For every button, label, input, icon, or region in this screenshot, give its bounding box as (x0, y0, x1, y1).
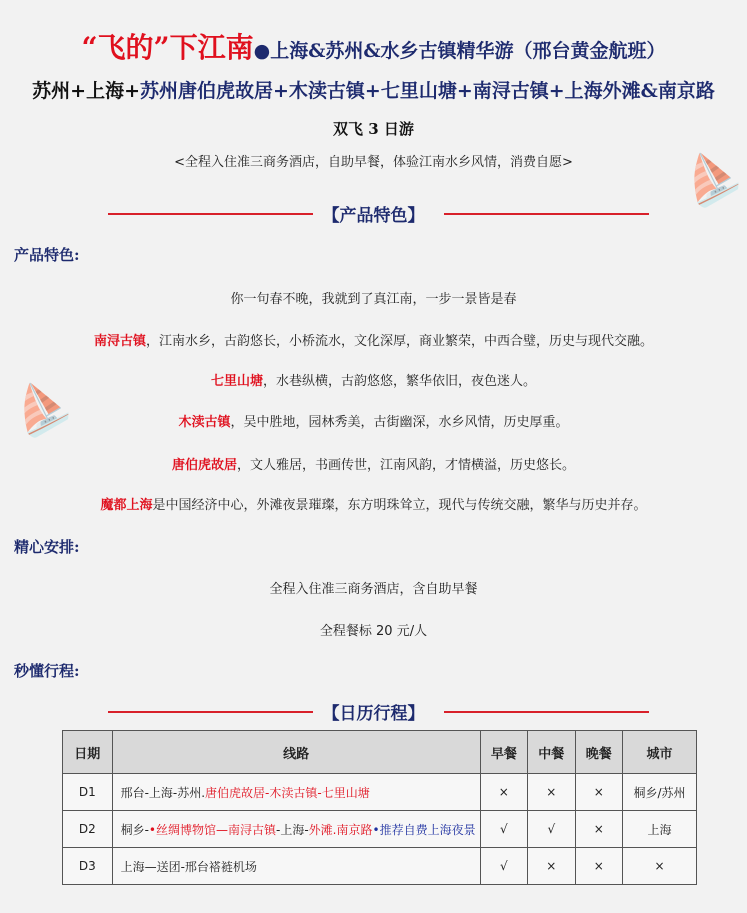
col-city: 城市 (622, 731, 696, 774)
features-heading: 产品特色: (14, 246, 80, 264)
feature-item: 木渎古镇，吴中胜地，园林秀美，古街幽深，水乡风情，历史厚重。 (178, 415, 569, 430)
col-lunch: 中餐 (528, 731, 575, 774)
subtitle-spots: 苏州唐伯虎故居+木渎古镇+七里山塘+南浔古镇+上海外滩&南京路 (140, 80, 715, 102)
feature-item: 魔都上海是中国经济中心，外滩夜景璀璨，东方明珠耸立，现代与传统交融，繁华与历史并存。 (100, 498, 647, 513)
arrange-meal: 全程餐标 20 元/人 (319, 624, 428, 639)
feature-item: 南浔古镇，江南水乡，古韵悠长，小桥流水，文化深厚，商业繁荣，中西合璧，历史与现代交融。 (93, 334, 654, 349)
feature-item: 七里山塘，水巷纵横，古韵悠悠，繁华依旧，夜色迷人。 (210, 374, 537, 389)
feature-item: 唐伯虎故居，文人雅居，书画传世，江南风韵，才情横溢，历史悠长。 (171, 458, 576, 473)
table-header-row (63, 731, 697, 774)
watermark-left: ⛵ (0, 369, 77, 445)
col-route: 线路 (112, 731, 480, 774)
section-label: 【产品特色】 (322, 206, 425, 226)
col-breakfast: 早餐 (480, 731, 527, 774)
table-row: D3 上海—送团-邢台褡裢机场 √ × × × (63, 848, 697, 885)
divider-right (444, 711, 649, 713)
features-intro: 你一句春不晚，我就到了真江南，一步一景皆是春 (230, 292, 517, 307)
arrange-heading: 精心安排: (14, 538, 80, 556)
section-label: 【日历行程】 (322, 704, 425, 724)
table-row: D1 邢台-上海-苏州.唐伯虎故居-木渎古镇-七里山塘 × × × 桐乡/苏州 (63, 774, 697, 811)
subtitle-cities: 苏州+上海+ (32, 80, 140, 102)
itinerary-table (62, 730, 697, 885)
watermark-right: ⛵ (670, 139, 747, 215)
route-subtitle (0, 76, 747, 103)
col-date: 日期 (63, 731, 113, 774)
trip-note: <全程入住准三商务酒店，自助早餐，体验江南水乡风情，消费自愿> (174, 155, 573, 170)
trip-days: 双飞 3 日游 (333, 120, 414, 138)
page-title (0, 26, 747, 66)
arrange-hotel: 全程入住准三商务酒店，含自助早餐 (269, 582, 478, 597)
col-dinner: 晚餐 (575, 731, 622, 774)
title-main: “飞的”下江南 (81, 31, 254, 64)
table-row: D2 桐乡-•丝绸博物馆—南浔古镇-上海-外滩.南京路•推荐自费上海夜景 √ √ × 上海 (63, 811, 697, 848)
divider-right (444, 213, 649, 215)
itinerary-heading: 秒懂行程: (14, 662, 80, 680)
title-rest: ●上海&苏州&水乡古镇精华游（邢台黄金航班） (253, 40, 666, 62)
section-header-features (0, 199, 747, 229)
section-header-calendar (0, 697, 747, 727)
